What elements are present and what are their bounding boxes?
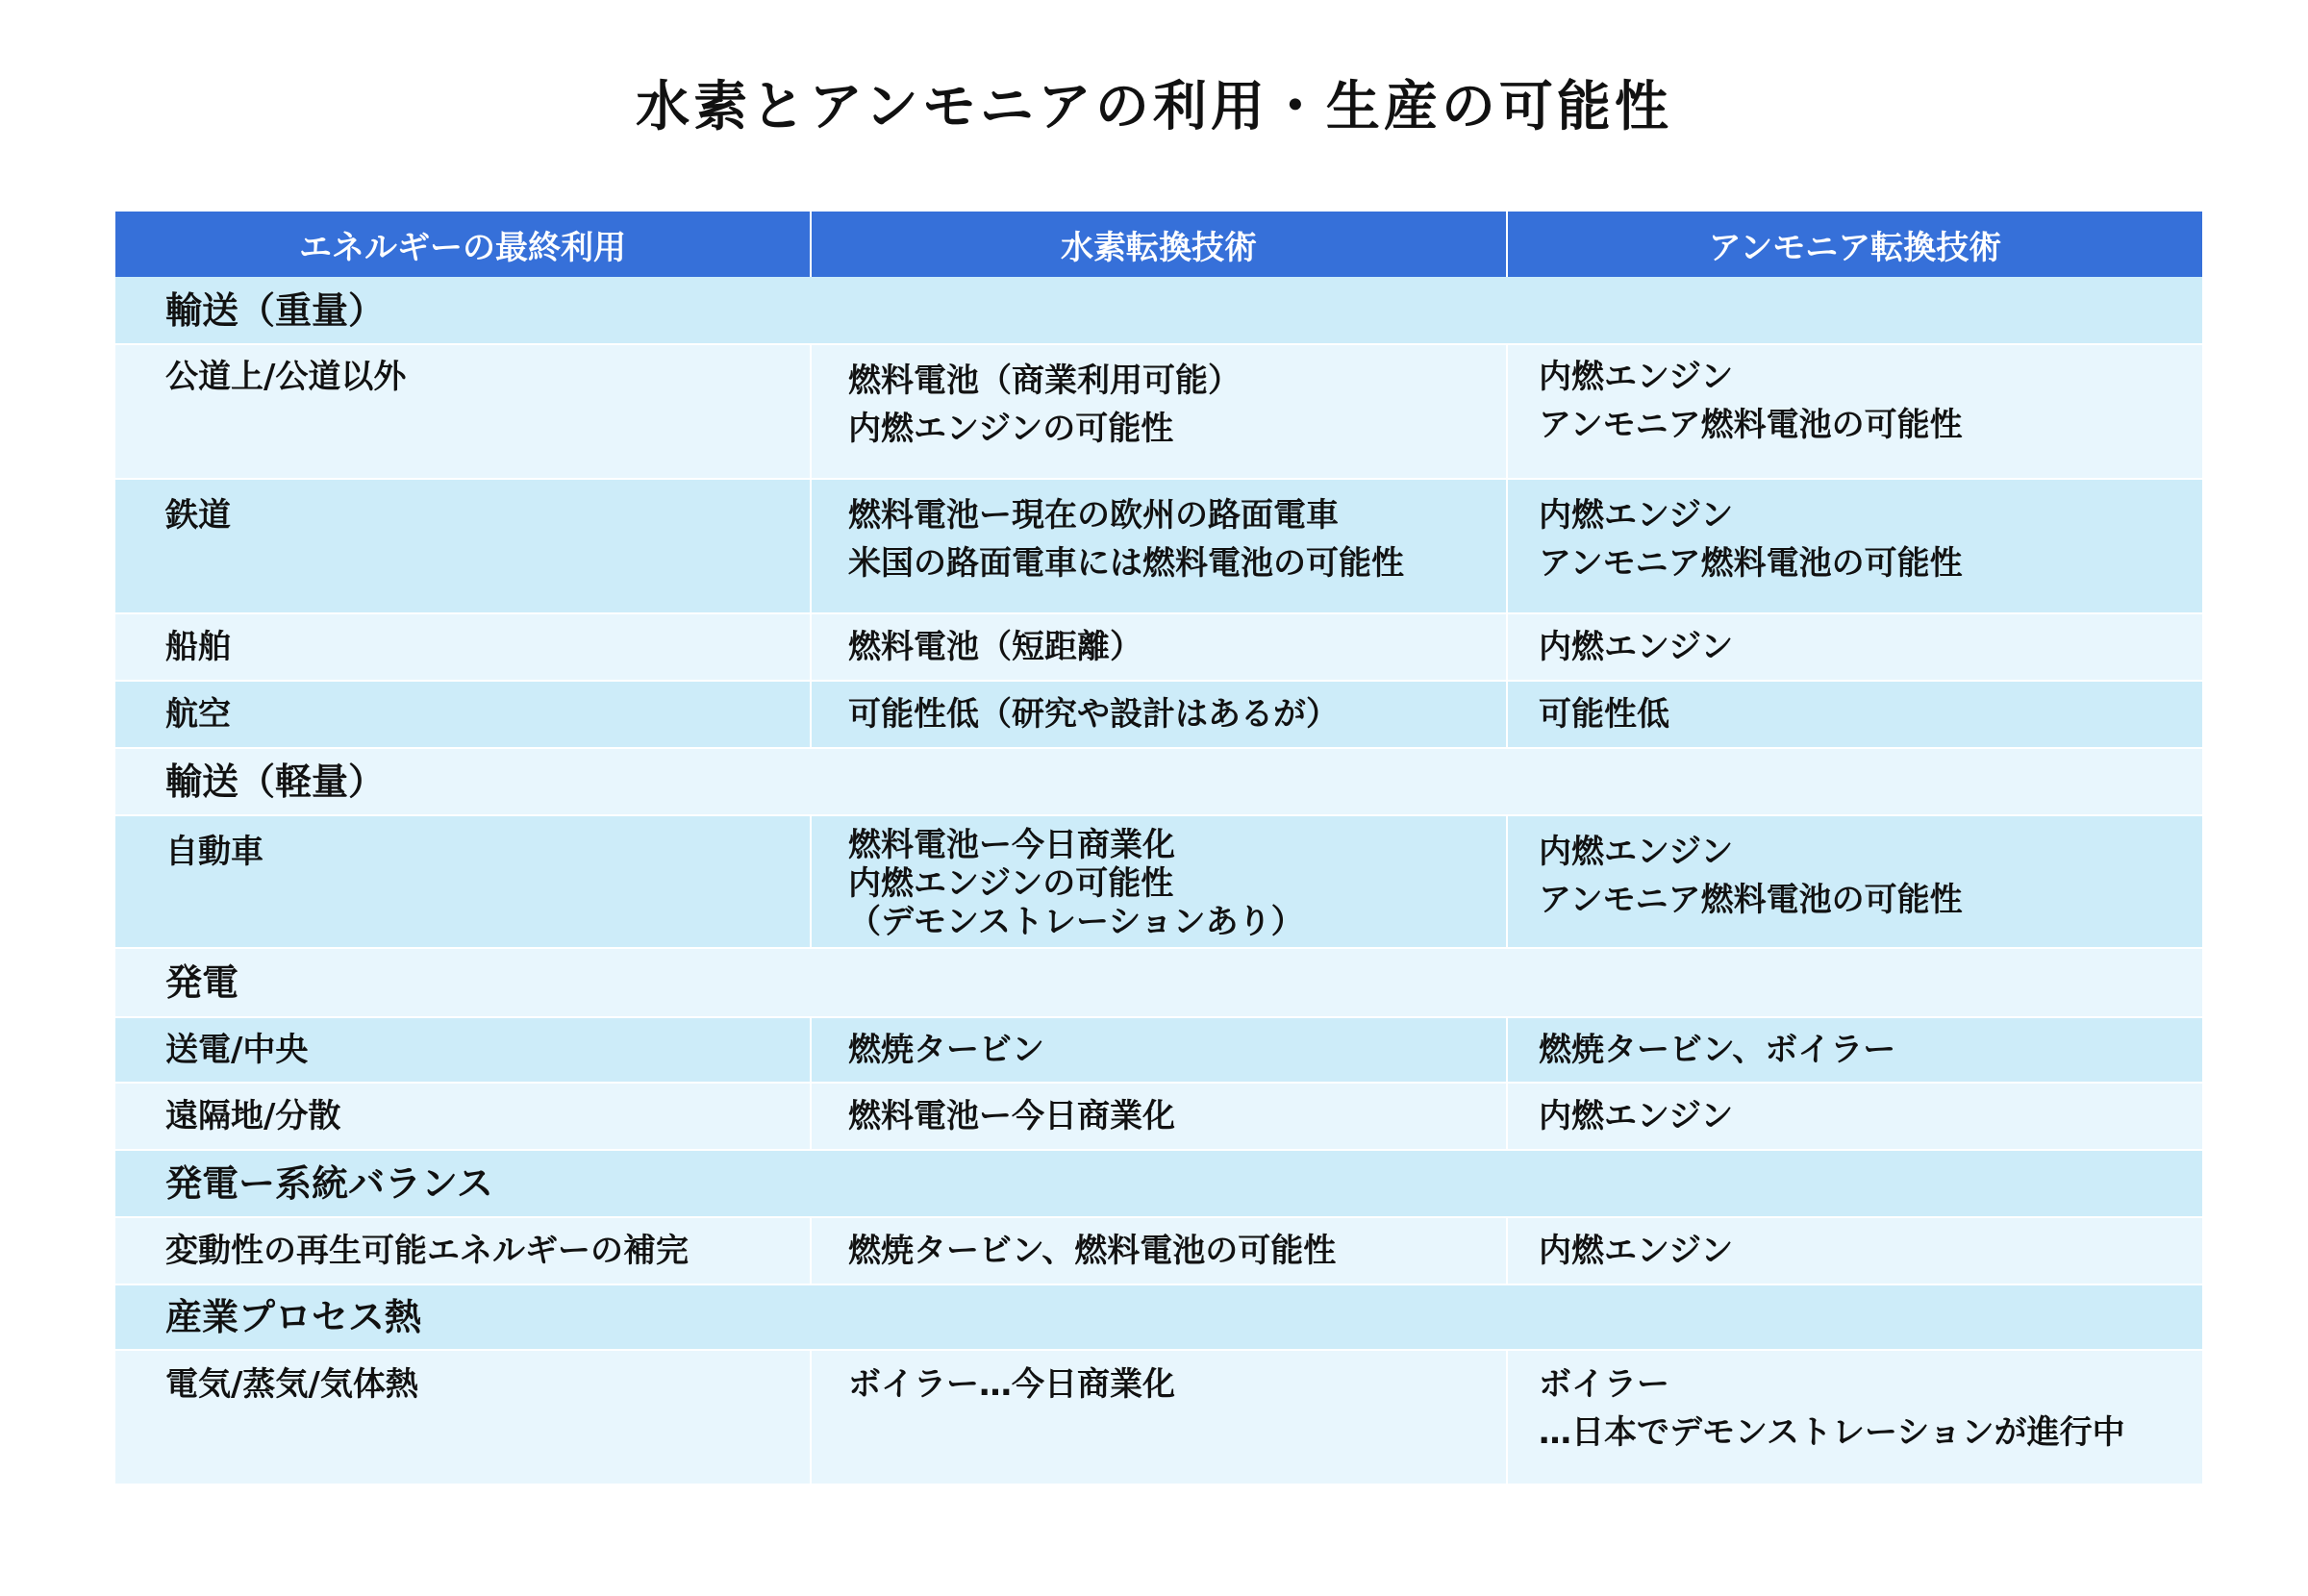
cell-line: 燃料電池ー今日商業化 xyxy=(848,826,1175,864)
cell-line: 米国の路面電車には燃料電池の可能性 xyxy=(848,544,1404,583)
ammonia-cell xyxy=(1507,1017,2202,1083)
section-row xyxy=(115,748,2202,815)
section-label: 輸送（重量） xyxy=(115,277,2202,344)
cell-line: 燃焼タービン、ボイラー xyxy=(1539,1031,1896,1069)
section-label: 発電ー系統バランス xyxy=(115,1150,2202,1217)
ammonia-cell xyxy=(1507,815,2202,948)
ammonia-cell xyxy=(1507,1350,2202,1484)
cell-line: 燃料電池ー今日商業化 xyxy=(848,1097,1175,1135)
cell-line: 燃料電池（短距離） xyxy=(848,628,1142,666)
section-row xyxy=(115,277,2202,344)
ammonia-cell xyxy=(1507,344,2202,479)
hydrogen-cell xyxy=(811,1017,1507,1083)
hydrogen-cell xyxy=(811,1217,1507,1284)
cell-line: アンモニア燃料電池の可能性 xyxy=(1539,881,1963,919)
end-use-cell: 公道上/公道以外 xyxy=(115,344,811,479)
cell-line: ボイラー…今日商業化 xyxy=(848,1365,1175,1404)
section-row xyxy=(115,1284,2202,1350)
cell-line: 燃料電池（商業利用可能） xyxy=(848,362,1241,400)
cell-line: 内燃エンジン xyxy=(1539,1097,1734,1135)
table-row xyxy=(115,815,2202,948)
section-row xyxy=(115,1150,2202,1217)
table-row xyxy=(115,1350,2202,1484)
cell-line: アンモニア燃料電池の可能性 xyxy=(1539,544,1963,583)
table-row xyxy=(115,1017,2202,1083)
cell-line: アンモニア燃料電池の可能性 xyxy=(1539,406,1963,444)
end-use-cell: 船舶 xyxy=(115,613,811,681)
ammonia-cell xyxy=(1507,479,2202,613)
ammonia-cell xyxy=(1507,613,2202,681)
table-row xyxy=(115,344,2202,479)
header-end-use: エネルギーの最終利用 xyxy=(115,212,811,277)
cell-line: 内燃エンジンの可能性 xyxy=(848,410,1174,448)
hydrogen-cell xyxy=(811,479,1507,613)
section-label: 輸送（軽量） xyxy=(115,748,2202,815)
ammonia-cell xyxy=(1507,1083,2202,1150)
cell-line: 燃焼タービン、燃料電池の可能性 xyxy=(848,1232,1337,1270)
hydrogen-cell xyxy=(811,1350,1507,1484)
end-use-cell: 変動性の再生可能エネルギーの補完 xyxy=(115,1217,811,1284)
end-use-cell: 航空 xyxy=(115,681,811,748)
table-row xyxy=(115,681,2202,748)
ammonia-cell xyxy=(1507,1217,2202,1284)
comparison-table xyxy=(115,212,2202,1485)
cell-line: 可能性低 xyxy=(1539,695,1669,734)
end-use-cell: 送電/中央 xyxy=(115,1017,811,1083)
ammonia-cell xyxy=(1507,681,2202,748)
cell-line: ボイラー xyxy=(1539,1365,1669,1404)
hydrogen-cell xyxy=(811,815,1507,948)
hydrogen-cell xyxy=(811,681,1507,748)
cell-line: （デモンストレーションあり） xyxy=(848,903,1304,941)
header-ammonia-tech: アンモニア転換技術 xyxy=(1507,212,2202,277)
end-use-cell: 遠隔地/分散 xyxy=(115,1083,811,1150)
cell-line: 内燃エンジン xyxy=(1539,358,1734,396)
hydrogen-cell xyxy=(811,1083,1507,1150)
cell-line: 内燃エンジン xyxy=(1539,833,1734,871)
cell-line: 内燃エンジン xyxy=(1539,496,1734,535)
table-row xyxy=(115,613,2202,681)
cell-line: 内燃エンジン xyxy=(1539,1232,1734,1270)
section-row xyxy=(115,948,2202,1017)
cell-line: 可能性低（研究や設計はあるが） xyxy=(848,695,1339,734)
end-use-cell: 自動車 xyxy=(115,815,811,948)
cell-line: 内燃エンジン xyxy=(1539,628,1734,666)
cell-line: 燃料電池ー現在の欧州の路面電車 xyxy=(848,496,1339,535)
end-use-cell: 鉄道 xyxy=(115,479,811,613)
page-title: 水素とアンモニアの利用・生産の可能性 xyxy=(636,76,1672,138)
cell-line: …日本でデモンストレーションが進行中 xyxy=(1539,1413,2125,1452)
cell-line: 内燃エンジンの可能性 xyxy=(848,864,1174,903)
table-row xyxy=(115,479,2202,613)
section-label: 発電 xyxy=(115,948,2202,1017)
end-use-cell: 電気/蒸気/気体熱 xyxy=(115,1350,811,1484)
table-row xyxy=(115,1217,2202,1284)
hydrogen-cell xyxy=(811,613,1507,681)
cell-line: 燃焼タービン xyxy=(848,1031,1044,1069)
hydrogen-cell xyxy=(811,344,1507,479)
section-label: 産業プロセス熱 xyxy=(115,1284,2202,1350)
table-row xyxy=(115,1083,2202,1150)
header-hydrogen-tech: 水素転換技術 xyxy=(811,212,1507,277)
table-header-row xyxy=(115,212,2202,277)
